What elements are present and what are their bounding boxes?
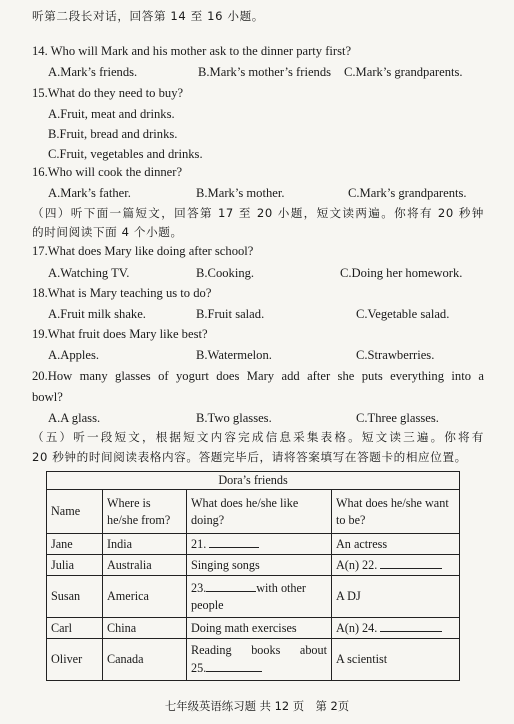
- header-like: What does he/she like doing?: [187, 490, 332, 534]
- row-like: Doing math exercises: [187, 618, 332, 639]
- question-14-stem: 14. Who will Mark and his mother ask to the dinner party first?: [32, 44, 352, 58]
- question-18-option-b: B.Fruit salad.: [196, 307, 265, 321]
- question-17-option-c: C.Doing her homework.: [340, 266, 463, 280]
- row-like-text-2: people: [191, 598, 224, 612]
- row-like: [187, 534, 332, 555]
- table-row: [47, 618, 460, 639]
- question-19-option-a: A.Apples.: [48, 348, 100, 362]
- question-16-options: [32, 185, 484, 202]
- blank-24-label: A(n) 24.: [336, 621, 378, 635]
- row-want: An actress: [332, 534, 460, 555]
- page-footer: 七年级英语练习题 共 12 页 第 2页: [164, 699, 350, 713]
- question-15-option-b: B.Fruit, bread and drinks.: [48, 127, 178, 141]
- answer-blank-25[interactable]: [206, 659, 262, 672]
- question-14-option-a: A.Mark’s friends.: [48, 65, 138, 79]
- question-20-stem-line2: bowl?: [32, 390, 63, 404]
- table-title-row: [47, 472, 460, 490]
- question-14-option-c: C.Mark’s grandparents.: [344, 65, 463, 79]
- row-want: A DJ: [332, 576, 460, 618]
- row-name: Oliver: [47, 639, 103, 681]
- row-name: Jane: [47, 534, 103, 555]
- question-19-stem: 19.What fruit does Mary like best?: [32, 327, 208, 341]
- answer-blank-24[interactable]: [380, 619, 442, 632]
- question-14-options: [32, 64, 484, 81]
- row-like: Singing songs: [187, 555, 332, 576]
- question-20-option-a: A.A glass.: [48, 411, 101, 425]
- row-name: Carl: [47, 618, 103, 639]
- blank-25-label: 25.: [191, 661, 207, 675]
- blank-22-label: A(n) 22.: [336, 558, 378, 572]
- row-like-text: Reading books about: [191, 643, 327, 657]
- table-title: Dora’s friends: [47, 472, 460, 490]
- row-like: [187, 639, 332, 681]
- answer-blank-23[interactable]: [206, 579, 256, 592]
- dora-friends-table: [46, 471, 460, 681]
- question-18-options: [32, 306, 484, 323]
- question-20-options: [32, 410, 484, 427]
- question-20-stem-line1: 20.How many glasses of yogurt does Mary add after she puts everything into a: [32, 369, 484, 383]
- header-want: What does he/she want to be?: [332, 490, 460, 534]
- question-17-option-b: B.Cooking.: [196, 266, 255, 280]
- blank-23-label: 23.: [191, 581, 207, 595]
- question-15-option-c: C.Fruit, vegetables and drinks.: [48, 147, 203, 161]
- question-16-option-c: C.Mark’s grandparents.: [348, 186, 467, 200]
- header-name: Name: [47, 490, 103, 534]
- row-like-text: with other: [256, 581, 306, 595]
- question-17-options: [32, 265, 484, 282]
- question-19-option-c: C.Strawberries.: [356, 348, 435, 362]
- question-18-option-c: C.Vegetable salad.: [356, 307, 450, 321]
- question-15-stem: 15.What do they need to buy?: [32, 86, 184, 100]
- row-want: [332, 555, 460, 576]
- row-want: A scientist: [332, 639, 460, 681]
- question-18-stem: 18.What is Mary teaching us to do?: [32, 286, 212, 300]
- table-row: [47, 534, 460, 555]
- blank-21-label: 21.: [191, 537, 207, 551]
- table-row: [47, 639, 460, 681]
- question-19-options: [32, 347, 484, 364]
- section4-instruction-line2: 的时间阅读下面 4 个小题。: [32, 225, 183, 239]
- section3-instruction: 听第二段长对话，回答第 14 至 16 小题。: [32, 9, 264, 23]
- table-row: [47, 576, 460, 618]
- table-row: [47, 555, 460, 576]
- question-20-option-c: C.Three glasses.: [356, 411, 439, 425]
- section5-instruction-line1: （五）听一段短文，根据短文内容完成信息采集表格。短文读三遍。你将有: [32, 430, 484, 444]
- row-want: [332, 618, 460, 639]
- row-from: China: [103, 618, 187, 639]
- section4-instruction-line1: （四）听下面一篇短文，回答第 17 至 20 小题，短文读两遍。你将有 20 秒钟: [32, 206, 484, 220]
- answer-blank-21[interactable]: [209, 535, 259, 548]
- row-from: America: [103, 576, 187, 618]
- question-15-option-a: A.Fruit, meat and drinks.: [48, 107, 175, 121]
- answer-blank-22[interactable]: [380, 556, 442, 569]
- row-name: Julia: [47, 555, 103, 576]
- question-16-option-b: B.Mark’s mother.: [196, 186, 285, 200]
- question-17-option-a: A.Watching TV.: [48, 266, 130, 280]
- question-16-option-a: A.Mark’s father.: [48, 186, 131, 200]
- question-20-option-b: B.Two glasses.: [196, 411, 272, 425]
- row-from: Canada: [103, 639, 187, 681]
- row-name: Susan: [47, 576, 103, 618]
- question-16-stem: 16.Who will cook the dinner?: [32, 165, 183, 179]
- question-17-stem: 17.What does Mary like doing after school?: [32, 244, 254, 258]
- row-like: [187, 576, 332, 618]
- question-18-option-a: A.Fruit milk shake.: [48, 307, 146, 321]
- section5-instruction-line2: 20 秒钟的时间阅读表格内容。答题完毕后，请将答案填写在答题卡的相应位置。: [32, 450, 467, 464]
- question-19-option-b: B.Watermelon.: [196, 348, 272, 362]
- table-header-row: [47, 490, 460, 534]
- row-from: India: [103, 534, 187, 555]
- row-from: Australia: [103, 555, 187, 576]
- header-from: Where is he/she from?: [103, 490, 187, 534]
- question-14-option-b: B.Mark’s mother’s friends: [198, 65, 332, 79]
